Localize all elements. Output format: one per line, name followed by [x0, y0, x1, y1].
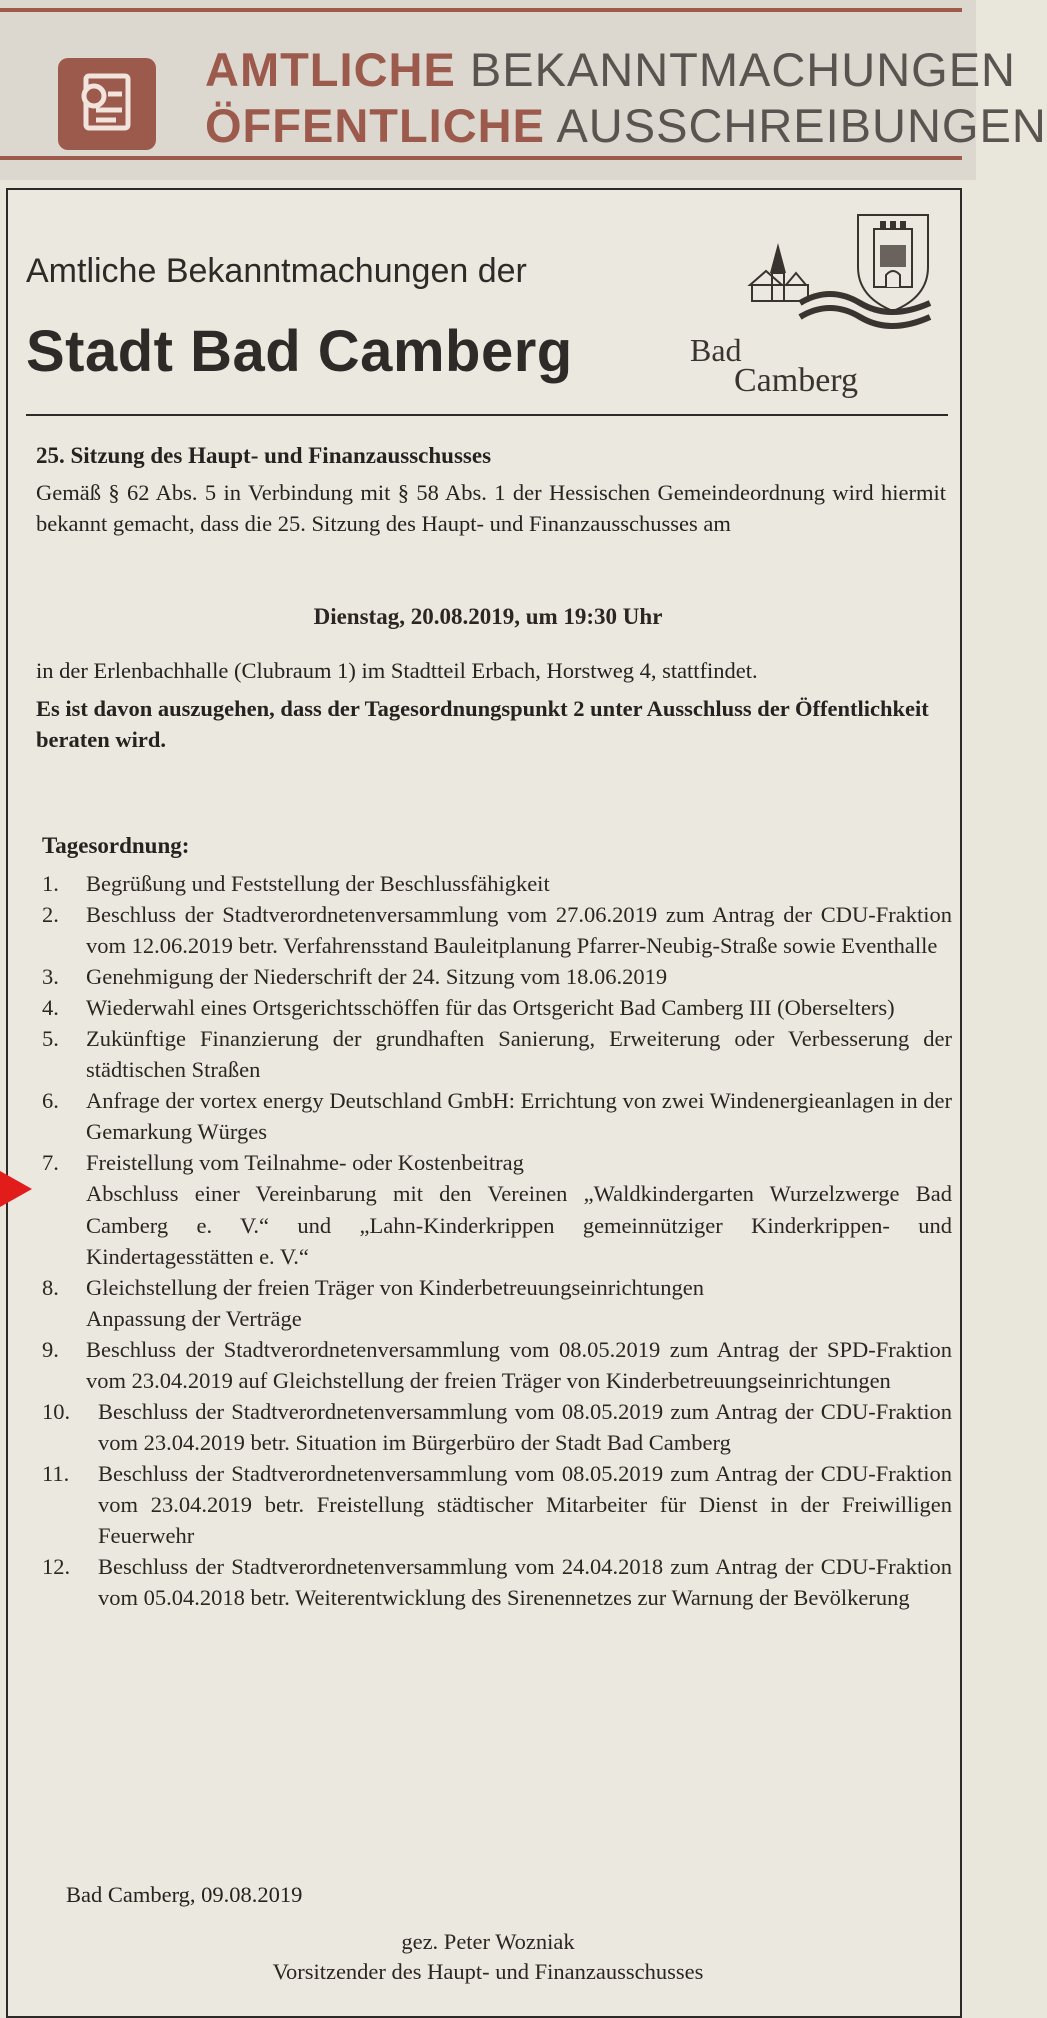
- agenda-item: 10. Beschluss der Stadtverordnetenversammlung vom 08.05.2019 zum Antrag der CDU-Fraktion vom 23.04.2019 betr. Situation im Bürgerbüro der Stadt Bad Camberg: [42, 1398, 952, 1455]
- agenda-list: [42, 868, 952, 1613]
- banner-top-rule: [0, 8, 962, 12]
- agenda-item: 6. Anfrage der vortex energy Deutschland GmbH: Errichtung von zwei Windenergieanlagen in der Gemarkung Würges: [42, 1088, 952, 1145]
- signature-role: Vorsitzender des Haupt- und Finanzausschusses: [272, 1959, 704, 1984]
- place-and-date: Bad Camberg, 09.08.2019: [66, 1882, 303, 1907]
- agenda-item: 2. Beschluss der Stadtverordnetenversammlung vom 27.06.2019 zum Antrag der CDU-Fraktion vom 12.06.2019 betr. Verfahrensstand Bauleitplanung Pfarrer-Neubig-Straße sowie Eventhalle: [42, 902, 952, 959]
- agenda-item: 11. Beschluss der Stadtverordnetenversammlung vom 08.05.2019 zum Antrag der CDU-Fraktion vom 23.04.2019 betr. Freistellung städtischer Mitarbeiter für Dienst in der Freiwilligen Feuerwehr: [42, 1460, 952, 1548]
- signature-name: gez. Peter Wozniak: [401, 1929, 575, 1954]
- meeting-date: Dienstag, 20.08.2019, um 19:30 Uhr: [313, 604, 663, 629]
- agenda-heading: Tagesordnung:: [42, 833, 190, 858]
- intro-paragraph: Gemäß § 62 Abs. 5 in Verbindung mit § 58 Abs. 1 der Hessischen Gemeindeordnung wird hiermit bekannt gemacht, dass die 25. Sitzung des Haupt- und Finanzausschusses am: [36, 480, 946, 536]
- meeting-location: in der Erlenbachhalle (Clubraum 1) im Stadtteil Erbach, Horstweg 4, stattfindet.: [36, 658, 758, 683]
- category-banner: [0, 0, 1047, 180]
- banner-line-1: AMTLICHE BEKANNTMACHUNGEN: [205, 43, 1016, 96]
- agenda-item: 8. Gleichstellung der freien Träger von Kinderbetreuungseinrichtungen Anpassung der Verträge: [42, 1274, 704, 1331]
- agenda-item: 4. Wiederwahl eines Ortsgerichtsschöffen für das Ortsgericht Bad Camberg III (Oberselters): [42, 995, 895, 1021]
- exclusion-note: Es ist davon auszugehen, dass der Tagesordnungspunkt 2 unter Ausschluss der Öffentlichkeit beraten wird.: [36, 696, 929, 752]
- header-title-small: Amtliche Bekanntmachungen der: [26, 252, 527, 290]
- document-icon: [58, 58, 156, 150]
- agenda-item: 3. Genehmigung der Niederschrift der 24. Sitzung vom 18.06.2019: [42, 964, 668, 990]
- logo-text-bad: Bad: [690, 332, 742, 368]
- red-arrow-marker-icon: [0, 1171, 34, 1207]
- agenda-item: 7. Freistellung vom Teilnahme- oder Kostenbeitrag Abschluss einer Vereinbarung mit den Vereinen „Waldkindergarten Wurzelzwerge Bad Camberg e. V.“ und „Lahn-Kinderkrippen gemeinnütziger Kinderkrippen- und Kindertagesstätten e. V.“: [42, 1150, 952, 1269]
- agenda-item: 5. Zukünftige Finanzierung der grundhaften Sanierung, Erweiterung oder Verbesserung der städtischen Straßen: [42, 1026, 952, 1083]
- agenda-item: 12. Beschluss der Stadtverordnetenversammlung vom 24.04.2018 zum Antrag der CDU-Fraktion vom 05.04.2018 betr. Weiterentwicklung des Sirenennetzes zur Warnung der Bevölkerung: [42, 1554, 952, 1611]
- town-crest-icon: [690, 205, 940, 335]
- banner-line-2: ÖFFENTLICHE AUSSCHREIBUNGEN: [205, 99, 1047, 152]
- header-title-big: Stadt Bad Camberg: [26, 319, 573, 384]
- header-divider: [26, 414, 948, 416]
- agenda-item: 1. Begrüßung und Feststellung der Beschlussfähigkeit: [42, 871, 550, 896]
- agenda-item: 9. Beschluss der Stadtverordnetenversammlung vom 08.05.2019 zum Antrag der SPD-Fraktion vom 23.04.2019 auf Gleichstellung der freien Träger von Kinderbetreuungseinrichtungen: [42, 1336, 952, 1393]
- section-title: 25. Sitzung des Haupt- und Finanzausschusses: [36, 443, 492, 468]
- banner-bottom-rule: [0, 156, 962, 160]
- logo-text-camberg: Camberg: [734, 362, 859, 399]
